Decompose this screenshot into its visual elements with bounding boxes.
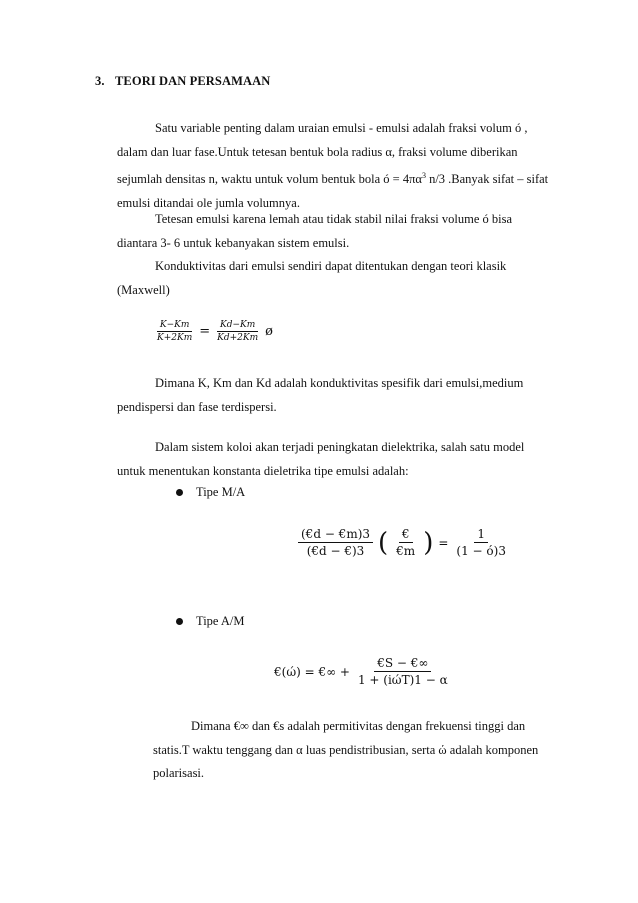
numerator: €S − €∞ (374, 656, 431, 672)
section-heading (95, 74, 270, 89)
text-span: Tetesan emulsi karena lemah atau tidak stabil nilai fraksi volume ó bisa (155, 212, 513, 226)
text-line (117, 279, 560, 303)
bullet-label: Tipe M/A (196, 485, 246, 499)
text-span: emulsi ditandai ole jumla volumnya. (117, 195, 300, 210)
denominator: €m (396, 544, 416, 558)
denominator: Kd+2Km (217, 333, 259, 343)
fraction (453, 527, 509, 558)
numerator: K−Km (157, 320, 193, 332)
open-paren: ( (378, 527, 389, 558)
text-span: untuk menentukan konstanta dieletrika tipe emulsi adalah: (117, 463, 409, 478)
bullet-icon (176, 618, 183, 625)
fraction (154, 320, 195, 343)
bullet-label: Tipe A/M (196, 614, 245, 628)
denominator: (1 − ó)3 (456, 544, 506, 558)
text-span: Dimana €∞ dan €s adalah permitivitas dengan frekuensi tinggi dan (191, 719, 526, 733)
text-span: Satu variable penting dalam uraian emulsi - emulsi adalah fraksi volum ó , (155, 121, 528, 135)
fraction (214, 320, 261, 343)
text-span: Dimana K, Km dan Kd adalah konduktivitas spesifik dari emulsi,medium (155, 376, 524, 390)
text-line (117, 436, 560, 460)
text-span: Konduktivitas dari emulsi sendiri dapat ditentukan dengan teori klasik (155, 259, 507, 273)
denominator: K+2Km (157, 333, 193, 343)
paragraph-definition-k (117, 372, 560, 419)
text-line (117, 232, 560, 256)
numerator: € (399, 527, 413, 543)
paragraph-dielectric (117, 436, 560, 483)
bullet-item-ma (176, 485, 245, 500)
denominator: (€d − €)3 (306, 544, 365, 558)
text-span: pendispersi dan fase terdispersi. (117, 399, 277, 414)
paragraph-conductivity (117, 255, 560, 302)
equals-sign: = (199, 324, 211, 339)
phi-symbol: ø (265, 324, 273, 339)
am-equation (274, 656, 451, 687)
text-span: (Maxwell) (117, 282, 170, 297)
text-line (117, 396, 560, 420)
paragraph-unstable (117, 208, 560, 255)
text-line (153, 739, 560, 763)
text-line (117, 141, 560, 165)
fraction (355, 656, 451, 687)
section-number: 3. (95, 74, 105, 88)
fraction (298, 527, 373, 558)
text-line (117, 255, 560, 279)
text-line (117, 460, 560, 484)
numerator: (€d − €m)3 (298, 527, 373, 543)
denominator: 1 + (iώT)1 − α (357, 673, 448, 687)
text-line (117, 208, 560, 232)
bullet-item-am (176, 614, 245, 629)
text-span: diantara 3- 6 untuk kebanyakan sistem emulsi. (117, 235, 350, 250)
numerator: Kd−Km (217, 320, 258, 332)
paragraph-permittivity (153, 715, 560, 786)
equals-sign: = (438, 535, 449, 550)
text-span: dalam dan luar fase.Untuk tetesan bentuk bola radius α, fraksi volume diberikan (117, 144, 518, 159)
text-span: sejumlah densitas n, waktu untuk volum bentuk bola ó = 4πα (117, 172, 422, 187)
equation-lhs: €(ώ) = €∞ + (274, 664, 350, 679)
numerator: 1 (474, 527, 488, 543)
bullet-icon (176, 489, 183, 496)
fraction (393, 527, 418, 558)
paragraph-volume-fraction (117, 117, 560, 215)
text-line (117, 164, 560, 192)
text-line (117, 117, 560, 141)
text-span: n/3 .Banyak sifat – sifat (425, 172, 549, 187)
text-line (153, 715, 560, 739)
text-span: polarisasi. (153, 766, 205, 780)
text-line (117, 372, 560, 396)
text-line (153, 762, 560, 786)
ma-equation (298, 527, 509, 558)
text-span: Dalam sistem koloi akan terjadi peningkatan dielektrika, salah satu model (155, 440, 525, 454)
text-span: statis.T waktu tenggang dan α luas pendistribusian, serta ώ adalah komponen (153, 742, 539, 757)
section-title: TEORI DAN PERSAMAAN (115, 74, 271, 88)
maxwell-equation (154, 320, 273, 343)
close-paren: ) (423, 527, 434, 558)
superscript: 3 (421, 171, 426, 180)
